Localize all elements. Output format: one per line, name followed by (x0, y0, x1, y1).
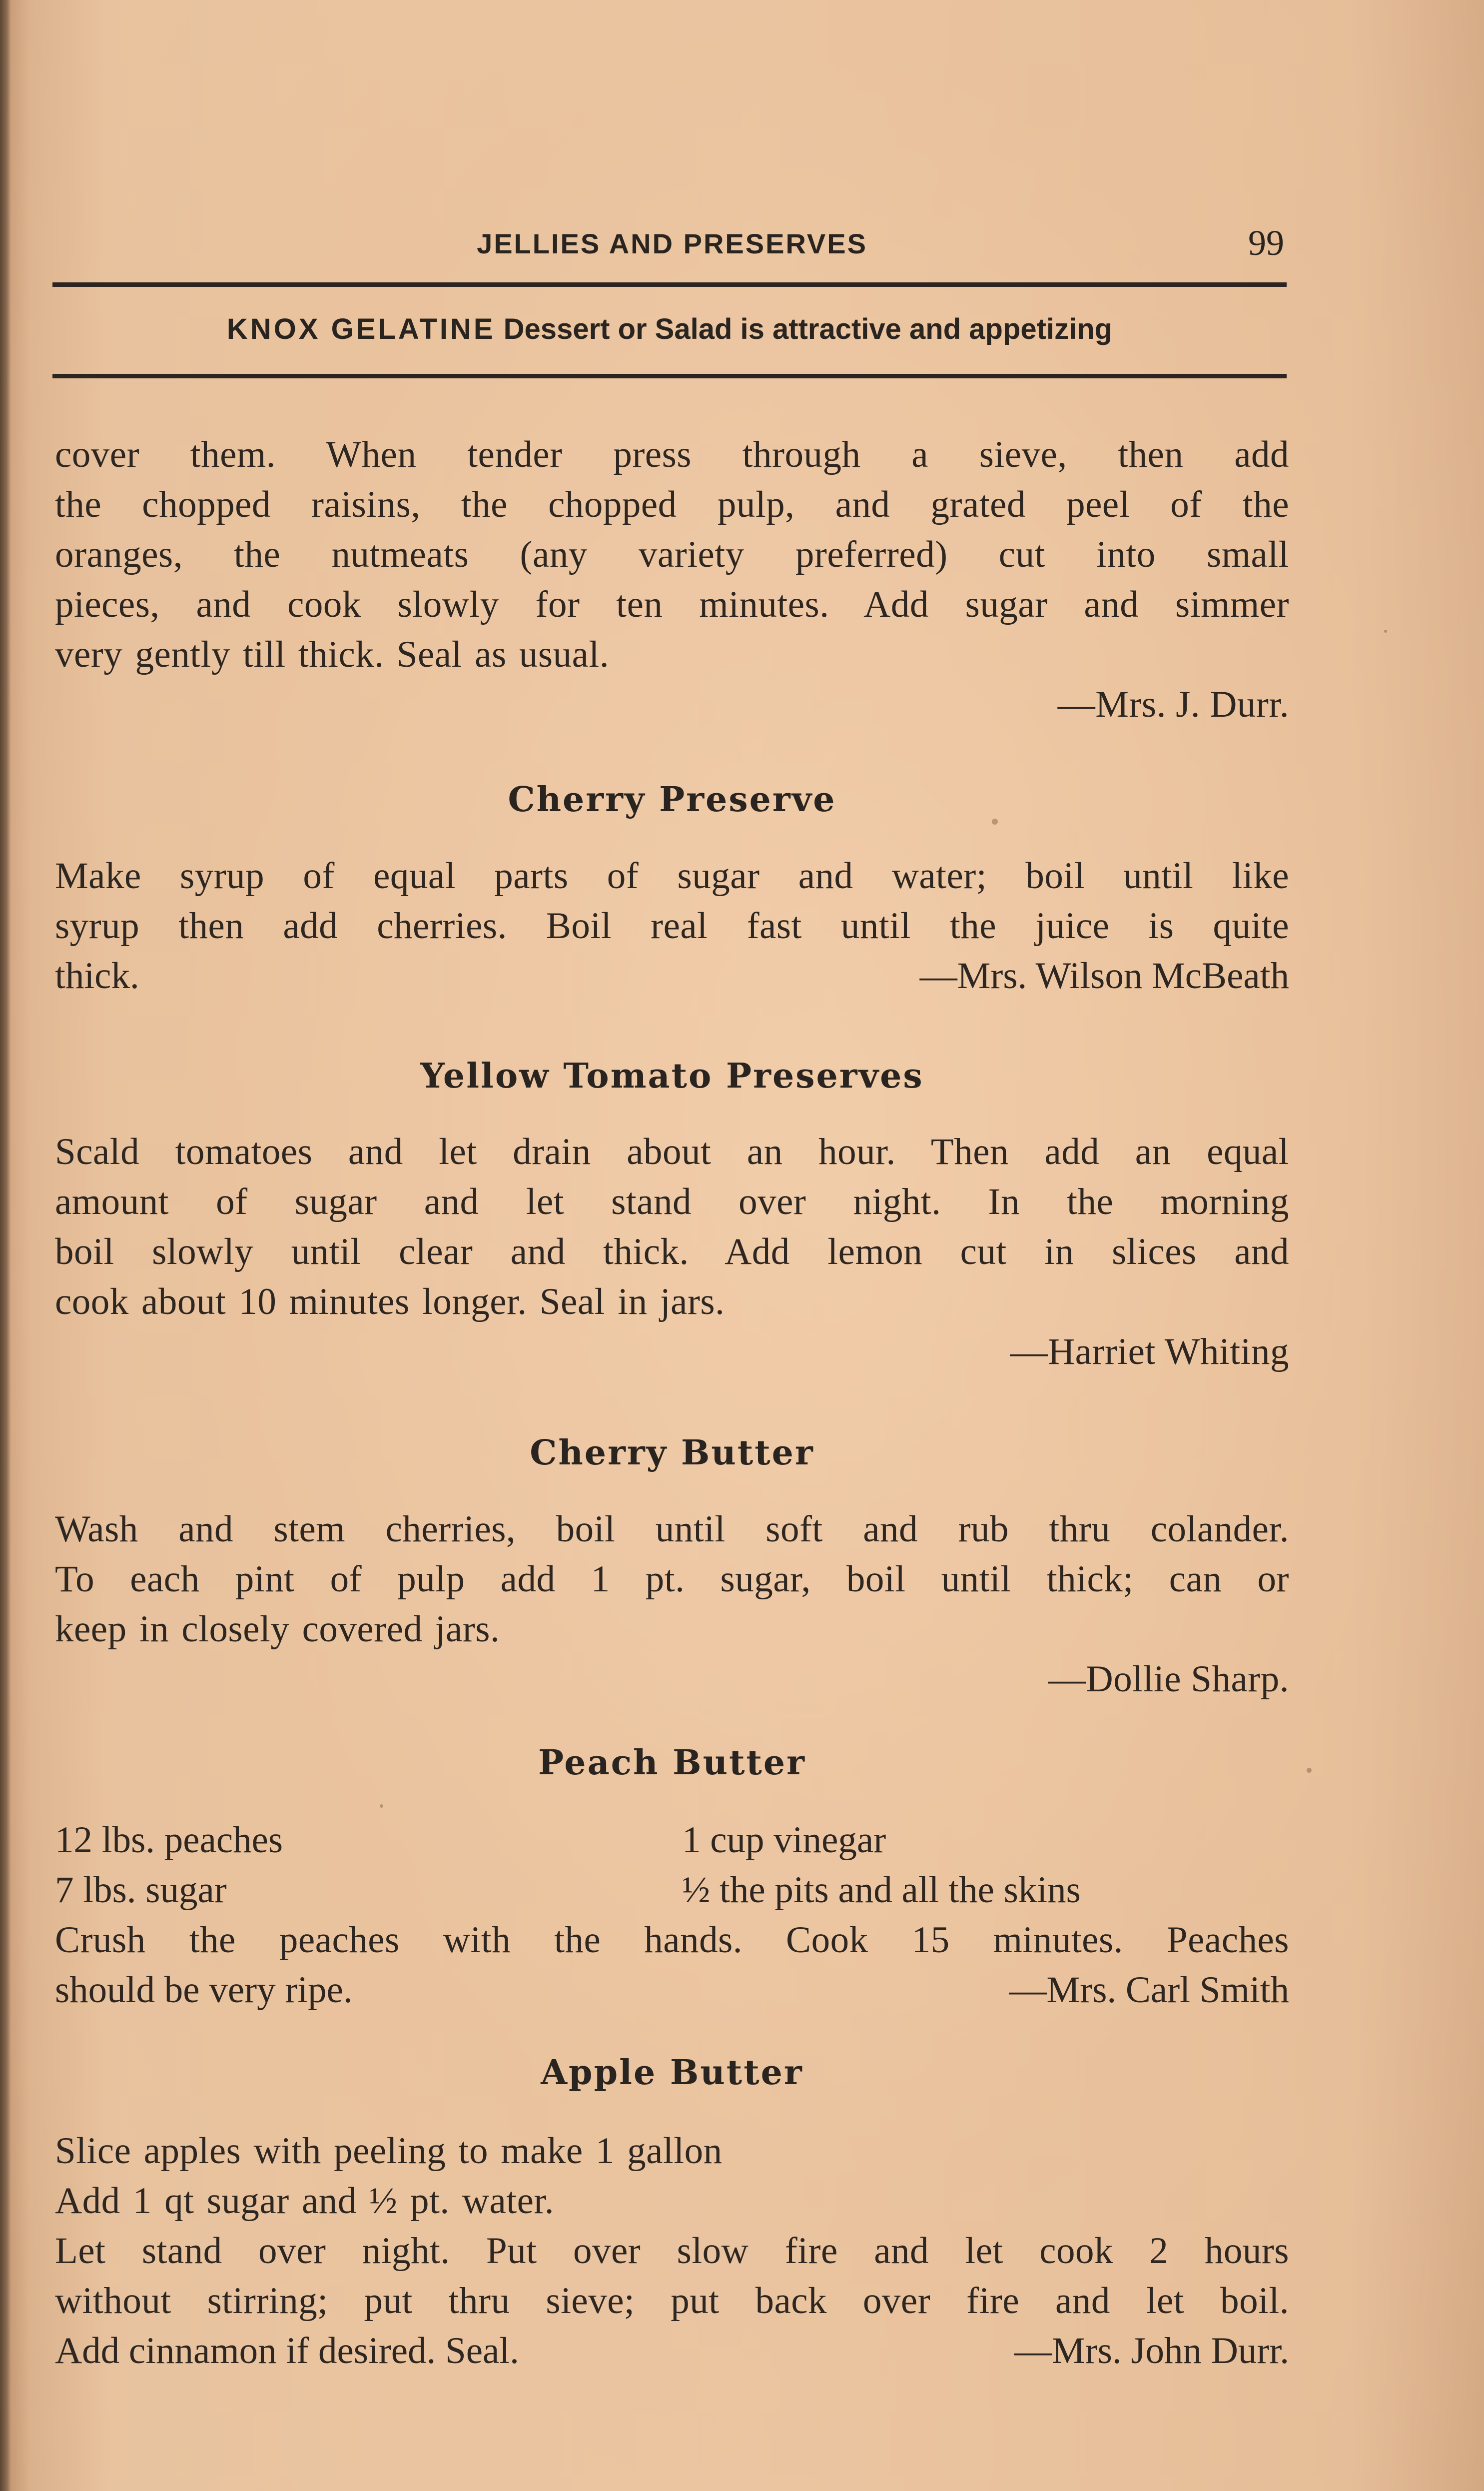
ad-brand: KNOX GELATINE (226, 313, 496, 345)
recipe-attribution: —Mrs. John Durr. (1014, 2330, 1289, 2372)
text-line: Add 1 qt sugar and ½ pt. water. (55, 2180, 554, 2222)
continued-recipe (55, 430, 1289, 730)
text-line: Add cinnamon if desired. Seal. (55, 2330, 519, 2372)
text-line: Let stand over night. Put over slow fire and let cook 2 hours (55, 2230, 1289, 2272)
recipe-attribution: —Mrs. J. Durr. (1057, 684, 1289, 725)
ingredient-item: 12 lbs. peaches (55, 1819, 283, 1861)
paper-speck (1307, 1768, 1312, 1773)
recipe-title-cherry-butter: Cherry Butter (530, 1433, 814, 1473)
header-rule-top (52, 282, 1287, 287)
text-line: the chopped raisins, the chopped pulp, and grated peel of the (55, 484, 1289, 525)
text-line: syrup then add cherries. Boil real fast until the juice is quite (55, 905, 1289, 947)
text-line: amount of sugar and let stand over night. In the morning (55, 1181, 1289, 1223)
recipe-yellow-tomato-preserves (55, 1127, 1289, 1377)
recipe-title-cherry-preserve: Cherry Preserve (508, 780, 836, 820)
text-line: Wash and stem cherries, boil until soft and rub thru colander. (55, 1508, 1289, 1550)
text-line: oranges, the nutmeats (any variety preferred) cut into small (55, 534, 1289, 575)
recipe-attribution: —Dollie Sharp. (1048, 1658, 1289, 1700)
recipe-cherry-preserve (55, 851, 1289, 1001)
continued-recipe-body (55, 430, 1289, 680)
recipe-body (55, 1127, 1289, 1327)
ingredient-row (55, 1815, 1289, 1865)
text-line-with-attribution (55, 951, 1289, 1001)
recipe-cherry-butter (55, 1504, 1289, 1704)
text-line-with-attribution (55, 1965, 1289, 2015)
recipe-apple-butter (55, 2126, 1289, 2376)
text-line: cook about 10 minutes longer. Seal in jars. (55, 1281, 725, 1322)
recipe-body (55, 851, 1289, 951)
text-line: Make syrup of equal parts of sugar and water; boil until like (55, 855, 1289, 897)
ingredient-list (55, 1815, 1289, 1915)
text-line: boil slowly until clear and thick. Add lemon cut in slices and (55, 1231, 1289, 1272)
recipe-title-apple-butter: Apple Butter (541, 2053, 803, 2093)
page-binding-edge (0, 0, 11, 2491)
text-line-with-attribution (55, 2326, 1289, 2376)
recipe-peach-butter (55, 1915, 1289, 2015)
header-rule-bottom (52, 374, 1287, 378)
advertisement-line (52, 312, 1287, 346)
text-line: keep in closely covered jars. (55, 1608, 500, 1650)
text-line: very gently till thick. Seal as usual. (55, 634, 609, 675)
paper-speck (992, 819, 998, 825)
text-line: thick. (55, 955, 139, 997)
paper-speck (380, 1804, 383, 1808)
ingredient-item: 7 lbs. sugar (55, 1869, 227, 1911)
ingredient-item: 1 cup vinegar (682, 1819, 886, 1861)
paper-speck (1384, 630, 1387, 633)
recipe-title-peach-butter: Peach Butter (538, 1743, 806, 1783)
ingredient-row (55, 1865, 1289, 1915)
text-line: cover them. When tender press through a sieve, then add (55, 434, 1289, 475)
text-line: should be very ripe. (55, 1969, 353, 2011)
text-line: Slice apples with peeling to make 1 gallon (55, 2130, 723, 2172)
recipe-body (55, 1915, 1289, 1965)
text-line: To each pint of pulp add 1 pt. sugar, boil until thick; can or (55, 1558, 1289, 1600)
recipe-attribution: —Mrs. Carl Smith (1009, 1969, 1289, 2011)
recipe-body (55, 2126, 1289, 2326)
recipe-attribution: —Mrs. Wilson McBeath (919, 955, 1289, 997)
ad-text: Dessert or Salad is attractive and appetizing (503, 313, 1113, 345)
ingredient-item: ½ the pits and all the skins (682, 1869, 1081, 1911)
recipe-body (55, 1504, 1289, 1654)
text-line: pieces, and cook slowly for ten minutes. Add sugar and simmer (55, 584, 1289, 625)
text-line: Scald tomatoes and let drain about an hour. Then add an equal (55, 1131, 1289, 1173)
running-head (55, 222, 1289, 267)
recipe-attribution: —Harriet Whiting (1010, 1331, 1289, 1372)
text-line: Crush the peaches with the hands. Cook 15 minutes. Peaches (55, 1919, 1289, 1961)
page-number: 99 (1248, 223, 1284, 263)
running-title: JELLIES AND PRESERVES (477, 228, 867, 259)
recipe-title-yellow-tomato-preserves: Yellow Tomato Preserves (420, 1056, 924, 1096)
text-line: without stirring; put thru sieve; put back over fire and let boil. (55, 2280, 1289, 2322)
